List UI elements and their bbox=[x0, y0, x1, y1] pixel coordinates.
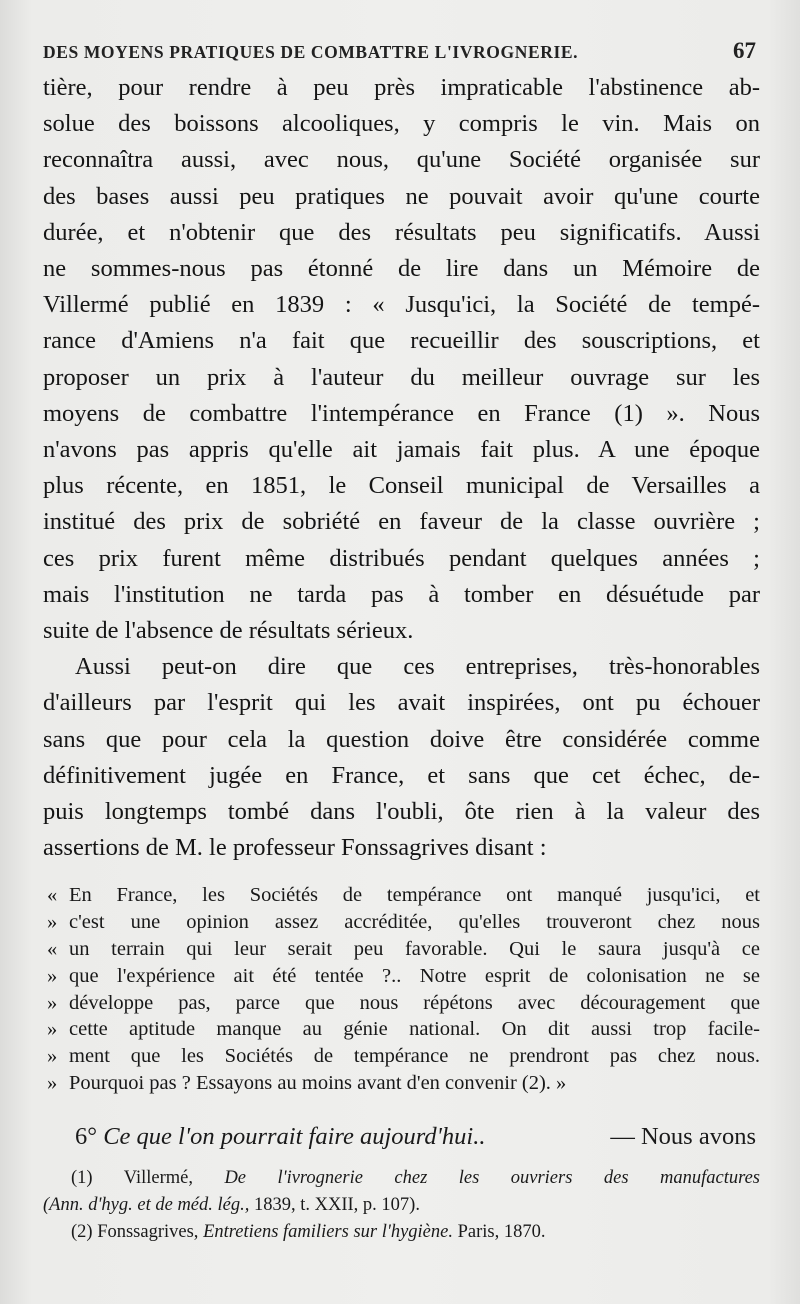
footnote-1-journal: (Ann. d'hyg. et de méd. lég., bbox=[43, 1194, 250, 1215]
footnote-1-label: (1) Villermé, bbox=[71, 1167, 193, 1188]
quote-text: En France, les Sociétés de tempérance ont manqué jusqu'ici, et bbox=[69, 884, 760, 907]
footnote-2-label: (2) Fonssagrives, bbox=[71, 1221, 199, 1242]
quote-text: développe pas, parce que nous répétons avec découragement que bbox=[69, 991, 760, 1014]
quote-line bbox=[43, 1016, 760, 1043]
text-line: puis longtemps tombé dans l'oubli, ôte rien à la valeur des bbox=[43, 798, 760, 826]
text-line: ne sommes-nous pas étonné de lire dans un Mémoire de bbox=[43, 255, 760, 283]
quote-mark: « bbox=[47, 884, 58, 907]
text-line: suite de l'absence de résultats sérieux. bbox=[43, 617, 414, 645]
quote-text: que l'expérience ait été tentée ?.. Notre esprit de colonisation ne se bbox=[69, 964, 760, 987]
footnote-2-ref: Paris, 1870. bbox=[457, 1221, 546, 1242]
footnote-1-ref: 1839, t. XXII, p. 107). bbox=[254, 1194, 420, 1215]
text-line: solue des boissons alcooliques, y compris le vin. Mais on bbox=[43, 110, 760, 138]
section-number: 6° bbox=[75, 1122, 98, 1150]
text-line: n'avons pas appris qu'elle ait jamais fait plus. A une époque bbox=[43, 436, 760, 464]
quote-line bbox=[43, 1043, 760, 1070]
footnote-1-title: De l'ivrognerie chez les ouvriers des manufactures bbox=[224, 1167, 761, 1188]
text-line: des bases aussi peu pratiques ne pouvait avoir qu'une courte bbox=[43, 182, 760, 210]
text-line: durée, et n'obtenir que des résultats peu significatifs. Aussi bbox=[43, 218, 760, 246]
page-number: 67 bbox=[733, 38, 756, 63]
text-line: ces prix furent même distribués pendant quelques années ; bbox=[43, 544, 760, 572]
quote-line bbox=[43, 909, 760, 936]
quote-text: c'est une opinion assez accréditée, qu'elles trouveront chez nous bbox=[69, 911, 760, 934]
footnote-2 bbox=[43, 1219, 760, 1246]
quote-line bbox=[43, 990, 760, 1017]
section-continuation: — Nous avons bbox=[610, 1122, 756, 1150]
text-line: rance d'Amiens n'a fait que recueillir des souscriptions, et bbox=[43, 327, 760, 355]
footnotes bbox=[43, 1165, 760, 1246]
quote-line bbox=[43, 963, 760, 990]
paragraph-2 bbox=[43, 649, 760, 866]
quote-mark: » bbox=[47, 1018, 58, 1041]
text-line: d'ailleurs par l'esprit qui les avait inspirées, ont pu échouer bbox=[43, 689, 760, 717]
quote-line bbox=[43, 936, 760, 963]
text-line: moyens de combattre l'intempérance en France (1) ». Nous bbox=[43, 399, 760, 427]
main-text bbox=[43, 70, 760, 866]
quote-line bbox=[43, 882, 760, 909]
quote-mark: » bbox=[47, 911, 58, 934]
quote-text: ment que les Sociétés de tempérance ne prendront pas chez nous. bbox=[69, 1045, 760, 1068]
text-line: Villermé publié en 1839 : « Jusqu'ici, la Société de tempé- bbox=[43, 291, 760, 319]
text-line: sans que pour cela la question doive être considérée comme bbox=[43, 725, 760, 753]
section-title-group bbox=[75, 1123, 485, 1151]
text-line: mais l'institution ne tarda pas à tomber en désuétude par bbox=[43, 580, 760, 608]
quote-text: un terrain qui leur serait peu favorable. Qui le saura jusqu'à ce bbox=[69, 938, 760, 961]
quote-mark: » bbox=[47, 1072, 58, 1095]
quote-mark: « bbox=[47, 938, 58, 961]
quote-text: cette aptitude manque au génie national. On dit aussi trop facile- bbox=[69, 1018, 760, 1041]
text-line: définitivement jugée en France, et sans que cet échec, de- bbox=[43, 761, 760, 789]
text-line: institué des prix de sobriété en faveur de la classe ouvrière ; bbox=[43, 508, 760, 536]
text-line: tière, pour rendre à peu près impraticable l'abstinence ab- bbox=[43, 74, 760, 101]
text-line: assertions de M. le professeur Fonssagrives disant : bbox=[43, 834, 547, 862]
section-title: Ce que l'on pourrait faire aujourd'hui.. bbox=[103, 1122, 486, 1150]
text-line: proposer un prix à l'auteur du meilleur ouvrage sur les bbox=[43, 363, 760, 391]
quote-mark: » bbox=[47, 1045, 58, 1068]
footnote-1-continued bbox=[43, 1192, 760, 1219]
quote-mark: » bbox=[47, 964, 58, 987]
text-line: reconnaîtra aussi, avec nous, qu'une Société organisée sur bbox=[43, 146, 760, 174]
section-heading bbox=[43, 1123, 760, 1151]
block-quote bbox=[43, 882, 760, 1096]
quote-text: Pourquoi pas ? Essayons au moins avant d'en convenir (2). » bbox=[69, 1072, 567, 1095]
quote-mark: » bbox=[47, 991, 58, 1014]
running-head-title: DES MOYENS PRATIQUES DE COMBATTRE L'IVROGNERIE. bbox=[43, 42, 579, 62]
footnote-2-title: Entretiens familiers sur l'hygiène. bbox=[203, 1221, 453, 1242]
running-head bbox=[43, 0, 760, 63]
paragraph-1 bbox=[43, 70, 760, 649]
text-line: plus récente, en 1851, le Conseil municipal de Versailles a bbox=[43, 472, 760, 500]
footnote-1 bbox=[43, 1165, 760, 1192]
text-line: Aussi peut-on dire que ces entreprises, très-honorables bbox=[75, 653, 760, 681]
quote-line bbox=[43, 1070, 760, 1097]
